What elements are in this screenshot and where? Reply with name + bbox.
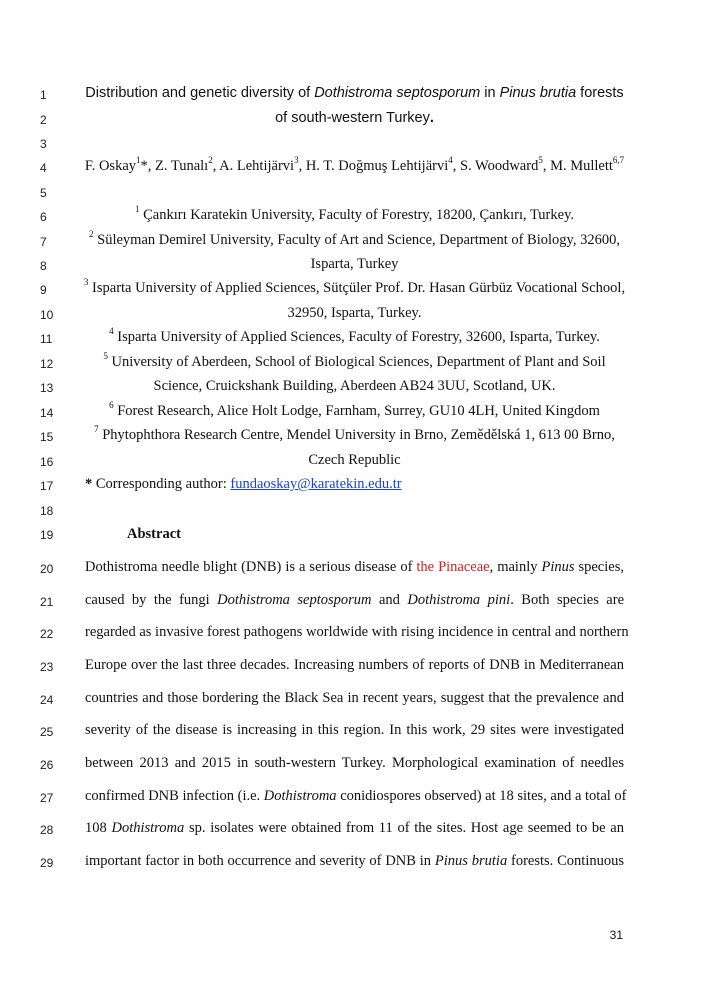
line-number: 15 [40, 430, 54, 444]
abstract-line: caused by the fungi Dothistroma septosporum and Dothistroma pini. Both species are [85, 592, 625, 608]
paper-title: Distribution and genetic diversity of Dothistroma septosporum in Pinus brutia forests [85, 85, 624, 101]
affiliation-7-cont: Czech Republic [308, 452, 401, 468]
line-number: 24 [40, 693, 54, 707]
affiliation-3: $^3$ Isparta University of Applied Sciences, Sütçüler Prof. Dr. Hasan Gürbüz Vocational School, [83, 277, 626, 296]
affiliation-1: $^1$ Çankırı Karatekin University, Faculty of Forestry, 18200, Çankırı, Turkey. [134, 204, 575, 223]
abstract-line: important factor in both occurrence and severity of DNB in Pinus brutia forests. Continuous [85, 853, 625, 869]
paper-title-line-2: of south-western Turkey. [275, 110, 434, 126]
abstract-line: severity of the disease is increasing in this region. In this work, 29 sites were investigated [85, 722, 624, 738]
author-list: F. Oskay$^1$*, Z. Tunalı$^2$, A. Lehtijärvi$^3$, H. T. Doğmuş Lehtijärvi$^4$, S. Woodward$^5$, M. Mullett$^{6,7}$ [84, 155, 625, 174]
line-number: 21 [40, 595, 54, 609]
line-number: 28 [40, 823, 54, 837]
line-number: 20 [40, 562, 54, 576]
abstract-line: between 2013 and 2015 in south-western Turkey. Morphological examination of needles [85, 755, 624, 771]
line-number: 9 [40, 283, 47, 297]
line-number: 19 [40, 528, 54, 542]
affiliation-3-cont: 32950, Isparta, Turkey. [287, 305, 422, 321]
line-number: 3 [40, 137, 47, 151]
affiliation-6: $^6$ Forest Research, Alice Holt Lodge, Farnham, Surrey, GU10 4LH, United Kingdom [109, 400, 600, 419]
abstract-line: countries and those bordering the Black Sea in recent years, suggest that the prevalence and [85, 690, 624, 706]
line-number: 4 [40, 161, 47, 175]
line-number: 18 [40, 504, 54, 518]
line-number: 14 [40, 406, 54, 420]
affiliation-7: $^7$ Phytophthora Research Centre, Mendel University in Brno, Zemědělská 1, 613 00 Brno, [94, 424, 615, 443]
line-number: 5 [40, 186, 47, 200]
abstract-line: 108 Dothistroma sp. isolates were obtained from 11 of the sites. Host age seemed to be an [85, 820, 624, 836]
line-number: 27 [40, 791, 54, 805]
affiliation-4: $^4$ Isparta University of Applied Sciences, Faculty of Forestry, 32600, Isparta, Turkey. [109, 326, 600, 345]
line-number: 8 [40, 259, 47, 273]
affiliation-2: $^2$ Süleyman Demirel University, Faculty of Art and Science, Department of Biology, 32600, [89, 229, 620, 248]
line-number: 23 [40, 660, 54, 674]
page-number: 31 [609, 928, 623, 942]
line-number: 25 [40, 725, 54, 739]
line-number: 16 [40, 455, 54, 469]
abstract-line: confirmed DNB infection (i.e. Dothistroma conidiospores observed) at 18 sites, and a total of [85, 788, 627, 804]
line-number: 13 [40, 381, 54, 395]
line-number: 10 [40, 308, 54, 322]
affiliation-5-cont: Science, Cruickshank Building, Aberdeen AB24 3UU, Scotland, UK. [153, 378, 556, 394]
abstract-line: regarded as invasive forest pathogens worldwide with rising incidence in central and northern [85, 624, 629, 640]
line-number: 11 [40, 332, 53, 346]
abstract-line: Dothistroma needle blight (DNB) is a serious disease of the Pinaceae, mainly Pinus species, [85, 559, 624, 575]
line-number: 29 [40, 856, 54, 870]
line-number: 6 [40, 210, 47, 224]
corresponding-email-link[interactable]: fundaoskay@karatekin.edu.tr [230, 476, 402, 492]
line-number: 1 [40, 88, 47, 102]
line-number: 26 [40, 758, 54, 772]
line-number: 22 [40, 627, 54, 641]
line-number: 2 [40, 113, 47, 127]
line-number: 17 [40, 479, 54, 493]
corresponding-author: * Corresponding author: fundaoskay@karatekin.edu.tr [85, 476, 402, 492]
affiliation-2-cont: Isparta, Turkey [310, 256, 399, 272]
line-number: 12 [40, 357, 54, 371]
abstract-heading: Abstract [127, 526, 181, 542]
abstract-line: Europe over the last three decades. Increasing numbers of reports of DNB in Mediterranean [85, 657, 624, 673]
line-number: 7 [40, 235, 47, 249]
affiliation-5: $^5$ University of Aberdeen, School of Biological Sciences, Department of Plant and Soil [103, 351, 606, 370]
